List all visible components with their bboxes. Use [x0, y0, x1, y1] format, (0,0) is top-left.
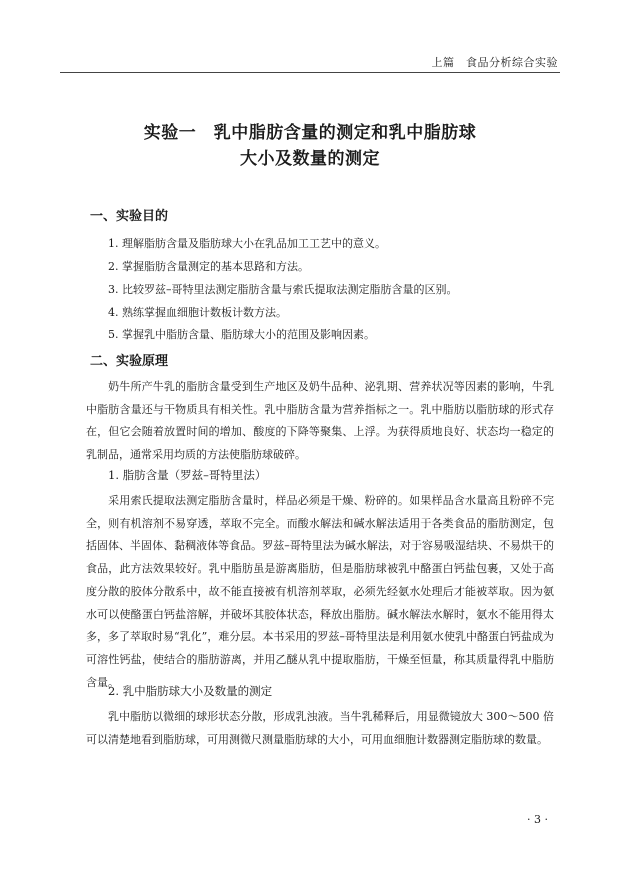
section-heading-objectives: 一、实验目的: [90, 209, 169, 224]
subsection-heading-fat-content: 1. 脂肪含量（罗兹–哥特里法）: [108, 468, 267, 482]
fat-content-paragraph: [86, 490, 554, 694]
running-header: [60, 52, 560, 73]
objective-item: 2. 掌握脂肪含量测定的基本思路和方法。: [108, 260, 309, 273]
fat-globule-text: 乳中脂肪以微细的球形状态分散，形成乳浊液。当牛乳稀释后，用显微镜放大 300～500 倍可以清楚地看到脂肪球，可用测微尺测量脂肪球的大小，可用血细胞计数器测定脂肪球的数量。: [86, 710, 554, 746]
objective-item: 3. 比较罗兹–哥特里法测定脂肪含量与索氏提取法测定脂肪含量的区别。: [108, 283, 458, 296]
page-title-line1: 实验一 乳中脂肪含量的测定和乳中脂肪球: [143, 123, 477, 143]
page-title-line2: 大小及数量的测定: [240, 149, 380, 169]
page-number: · 3 ·: [527, 813, 548, 826]
section-heading-principle: 二、实验原理: [90, 354, 169, 369]
principle-intro-text: 奶牛所产牛乳的脂肪含量受到生产地区及奶牛品种、泌乳期、营养状况等因素的影响，牛乳中脂肪含量还与干物质具有相关性。乳中脂肪含量为营养指标之一。乳中脂肪以脂肪球的形式存在，但它会随着放置时间的增加、酸度的下降等聚集、上浮。为获得质地良好、状态均一稳定的乳制品，通常采用均质的方法使脂肪球破碎。: [86, 380, 554, 462]
objective-item: 4. 熟练掌握血细胞计数板计数方法。: [108, 306, 287, 319]
subsection-heading-fat-globule: 2. 乳中脂肪球大小及数量的测定: [108, 684, 273, 698]
objective-item: 5. 掌握乳中脂肪含量、脂肪球大小的范围及影响因素。: [108, 328, 375, 341]
principle-intro-paragraph: [86, 376, 554, 467]
objective-item: 1. 理解脂肪含量及脂肪球大小在乳品加工工艺中的意义。: [108, 237, 386, 250]
running-header-text: 上篇 食品分析综合实验: [431, 56, 558, 69]
fat-globule-paragraph: [86, 706, 554, 751]
fat-content-text: 采用索氏提取法测定脂肪含量时，样品必须是干燥、粉碎的。如果样品含水量高且粉碎不完全，则有机溶剂不易穿透，萃取不完全。而酸水解法和碱水解法适用于各类食品的脂肪测定，包括固体、半固体、黏稠液体等食品。罗兹–哥特里法为碱水解法，对于容易吸湿结块、不易烘干的食品，此方法效果较好。乳中脂肪虽是游离脂肪，但是脂肪球被乳中酪蛋白钙盐包裹，又处于高度分散的胶体分散系中，故不能直接被有机溶剂萃取，必须先经氨水处理后才能被萃取。因为氨水可以使酪蛋白钙盐溶解，并破坏其胶体状态，释放出脂肪。碱水解法水解时，氨水不能用得太多，多了萃取时易“乳化”，难分层。本书采用的罗兹–哥特里法是利用氨水使乳中酪蛋白钙盐成为可溶性钙盐，使结合的脂肪游离，并用乙醚从乳中提取脂肪，干燥至恒量，称其质量得乳中脂肪含量。: [86, 494, 554, 689]
